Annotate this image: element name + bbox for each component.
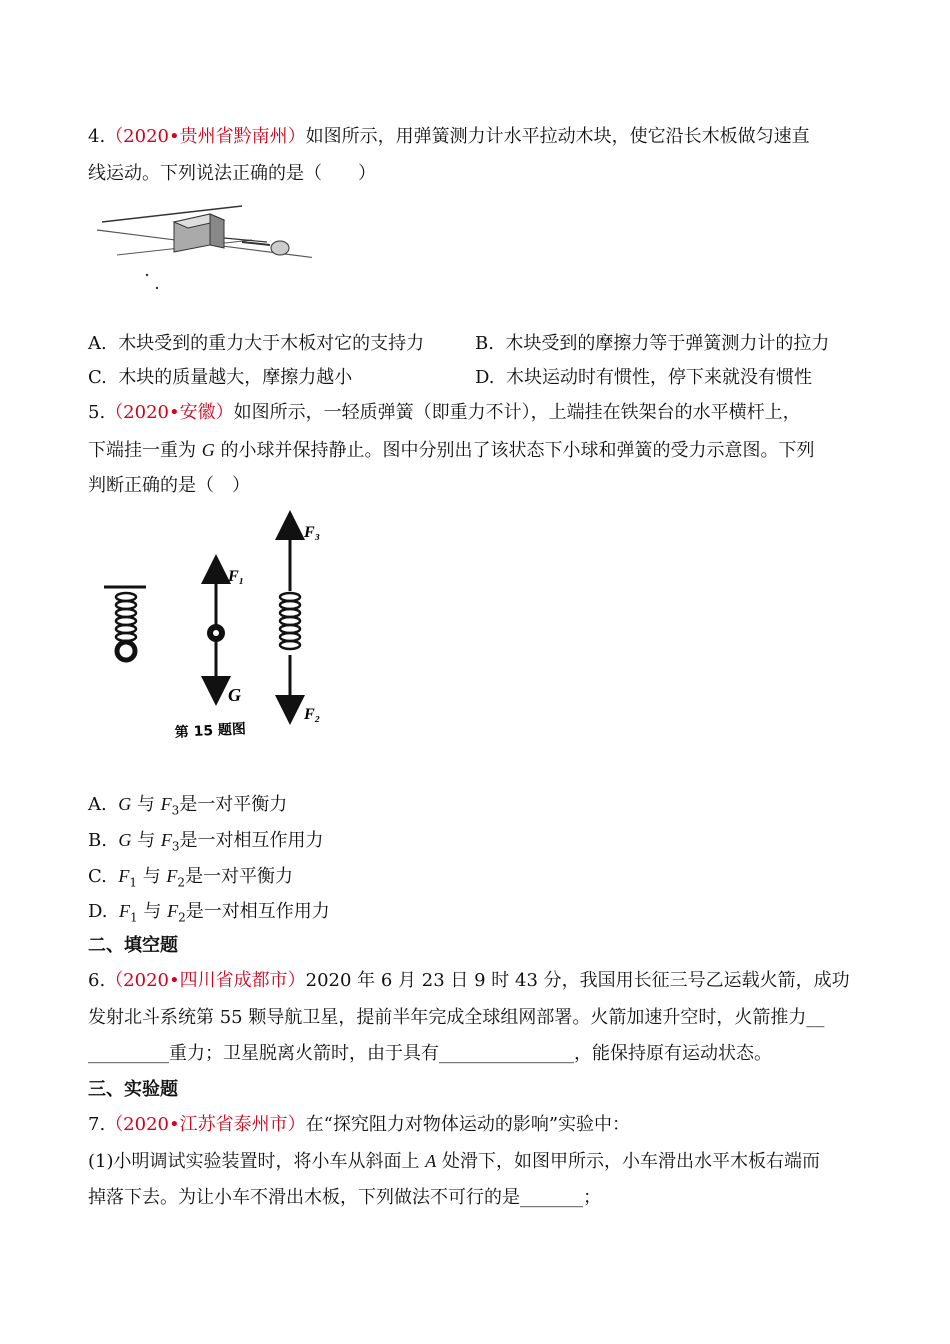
q4-option-d[interactable]	[475, 364, 812, 392]
q4-figure-board-block-spring-scale	[92, 200, 312, 300]
q5-option-d-sym1-sub: 1	[129, 910, 138, 925]
q5-option-d-mid: 与	[143, 901, 162, 922]
q5-figure-label-f1: F₁	[228, 568, 245, 585]
q5-option-c-mid: 与	[142, 866, 161, 887]
q4-source: （2020•贵州省黔南州）	[105, 126, 306, 147]
q4-option-a-label: A.	[88, 333, 107, 354]
q4-stem-line1	[88, 123, 810, 151]
q5-stem-line2-pre: 下端挂一重为	[88, 440, 196, 461]
q5-option-c-label: C.	[88, 866, 107, 887]
q5-option-c-sym1: F	[118, 866, 130, 886]
q5-option-c[interactable]	[88, 862, 293, 897]
q5-stem-line3: 判断正确的是（ ）	[88, 475, 250, 496]
q5-stem-line2	[88, 436, 814, 465]
q7-source: （2020•江苏省泰州市）	[105, 1114, 306, 1135]
q5-source: （2020•安徽）	[105, 402, 234, 423]
q6-stem-line3: _________重力；卫星脱离火箭时，由于具有_______________，能保持原有运动状态。	[88, 1043, 772, 1064]
q5-symbol-g: G	[201, 440, 215, 460]
q5-figure-caption: 第 15 题图	[174, 721, 247, 741]
q6-number: 6.	[88, 970, 106, 991]
section-fill-in-blank-title: 二、填空题	[88, 935, 178, 956]
q5-figure-label-f2: F₂	[304, 706, 321, 723]
q4-stem-text: 如图所示，用弹簧测力计水平拉动木块，使它沿长木板做匀速直	[305, 126, 810, 147]
q5-option-b-text: 是一对相互作用力	[179, 830, 324, 851]
q5-option-b-sym1: G	[118, 830, 132, 850]
q5-option-b-sym2: F	[160, 830, 172, 850]
q5-figure-spring-ball-forces	[100, 505, 360, 750]
q5-option-d-sym2-sub: 2	[178, 910, 186, 925]
q6-stem-line1	[88, 967, 850, 995]
q5-option-c-sym2: F	[166, 866, 178, 886]
q5-stem-line1	[88, 399, 801, 427]
q5-option-b-sym2-sub: 3	[171, 839, 180, 854]
q7-stem-line1	[88, 1111, 630, 1139]
q5-option-a-text: 是一对平衡力	[179, 794, 288, 815]
q5-figure-label-g: G	[228, 685, 241, 705]
q5-figure-label-f3: F₃	[304, 524, 321, 541]
q5-option-a[interactable]	[88, 790, 287, 825]
q6-source: （2020•四川省成都市）	[105, 970, 306, 991]
q6-stem-line2: 发射北斗系统第 55 颗导航卫星，提前半年完成全球组网部署。火箭加速升空时，火箭推力__	[88, 1007, 825, 1028]
q5-stem-text: 如图所示，一轻质弹簧（即重力不计），上端挂在铁架台的水平横杆上，	[233, 402, 801, 423]
q5-option-d[interactable]	[88, 897, 330, 932]
q4-option-c[interactable]	[88, 364, 352, 392]
q5-option-d-label: D.	[88, 901, 108, 922]
q4-number: 4.	[88, 126, 106, 147]
q5-option-b[interactable]	[88, 826, 324, 861]
q7-part1-line1	[88, 1147, 820, 1176]
q4-option-d-text: 木块运动时有惯性，停下来就没有惯性	[505, 367, 812, 388]
q5-option-d-sym2: F	[167, 901, 179, 921]
q5-option-c-sym1-sub: 1	[129, 875, 137, 890]
q4-option-b-label: B.	[475, 333, 494, 354]
q5-stem-line2-post: 的小球并保持静止。图中分别出了该状态下小球和弹簧的受力示意图。下列	[220, 440, 815, 461]
q5-option-c-sym2-sub: 2	[177, 875, 186, 890]
q4-option-c-label: C.	[88, 367, 107, 388]
q4-stem-line2: 线运动。下列说法正确的是（ ）	[88, 163, 376, 184]
q5-option-d-text: 是一对相互作用力	[185, 901, 330, 922]
q5-option-d-sym1: F	[118, 901, 130, 921]
q5-option-c-text: 是一对平衡力	[185, 866, 294, 887]
q4-option-b[interactable]	[475, 330, 829, 358]
q7-part1-post: 处滑下，如图甲所示，小车滑出水平木板右端而	[441, 1151, 820, 1172]
q4-option-a-text: 木块受到的重力大于木板对它的支持力	[118, 333, 425, 354]
q5-number: 5.	[88, 402, 106, 423]
q5-option-a-sym2-sub: 3	[171, 803, 180, 818]
q7-symbol-a: A	[425, 1151, 437, 1171]
q4-option-d-label: D.	[475, 367, 495, 388]
q5-option-a-sym2: F	[160, 794, 172, 814]
section-experiment-title: 三、实验题	[88, 1079, 178, 1100]
q7-part1-pre: (1)小明调试实验装置时，将小车从斜面上	[88, 1151, 420, 1172]
q4-option-b-text: 木块受到的摩擦力等于弹簧测力计的拉力	[505, 333, 830, 354]
q5-option-b-mid: 与	[137, 830, 156, 851]
q4-option-c-text: 木块的质量越大，摩擦力越小	[118, 367, 353, 388]
q5-option-b-label: B.	[88, 830, 107, 851]
q7-number: 7.	[88, 1114, 106, 1135]
q7-part1-line2: 掉落下去。为让小车不滑出木板，下列做法不可行的是_______；	[88, 1187, 601, 1208]
q5-option-a-mid: 与	[136, 794, 155, 815]
q5-option-a-label: A.	[88, 794, 107, 815]
q6-stem-text: 2020 年 6 月 23 日 9 时 43 分，我国用长征三号乙运载火箭，成功	[305, 970, 850, 991]
q7-stem-text: 在“探究阻力对物体运动的影响”实验中：	[305, 1114, 631, 1135]
q5-option-a-sym1: G	[118, 794, 132, 814]
q4-option-a[interactable]	[88, 330, 424, 358]
